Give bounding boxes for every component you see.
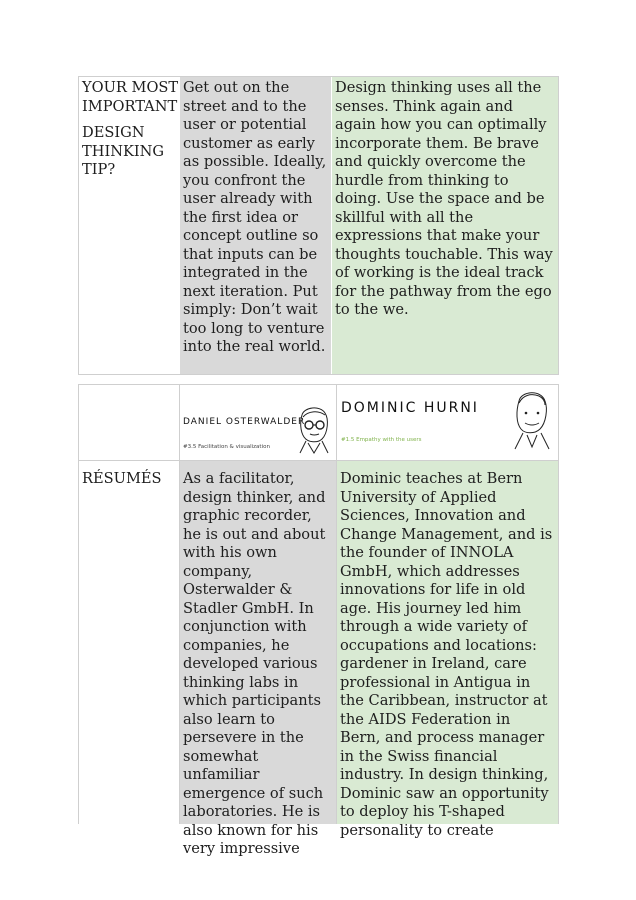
daniel-tip-cell [180, 77, 331, 374]
resume-heading: RÉSUMÉS [82, 470, 162, 487]
column-divider-2 [336, 385, 337, 824]
dominic-profile-cell [337, 385, 558, 460]
dominic-resume-text: Dominic teaches at Bern University of Applied Sciences, Innovation and Change Management, and is the founder of INNOLA GmbH, which addresses innovations for life in old age. His journey led him through a wide variety of occupations and locations: gardener in Ireland, care professional in Antigua in the Caribbean, instructor at the AIDS Federation in Bern, and process manager in the Swiss financial industry. In design thinking, Dominic saw an opportunity to deploy his T-shaped personality to create [340, 470, 553, 839]
profile-empty-cell [79, 385, 180, 460]
daniel-portrait-icon [294, 403, 334, 459]
daniel-profile-cell [180, 385, 336, 460]
resume-heading-cell [79, 461, 180, 824]
tip-heading-line2: DESIGN THINKING TIP? [82, 124, 165, 178]
daniel-logo-subtitle: #3.5 Facilitation & visualization [183, 444, 270, 450]
dominic-logo-subtitle: #1.5 Empathy with the users [341, 437, 422, 443]
dominic-tip-cell [332, 77, 558, 374]
tip-heading-cell [79, 77, 180, 374]
daniel-resume-cell [180, 461, 336, 857]
daniel-logo-name: DANIEL OSTERWALDER [183, 417, 306, 427]
daniel-tip-text: Get out on the street and to the user or potential customer as early as possible. Ideally, you confront the user already with the first idea or concept outline so that inputs can be integrated in the next iteration. Put simply: Don’t wait too long to venture into the real world. [183, 79, 327, 355]
dominic-resume-cell [337, 461, 558, 839]
profile-row-divider [78, 460, 559, 461]
dominic-portrait-icon [507, 387, 555, 455]
daniel-resume-text: As a facilitator, design thinker, and graphic recorder, he is out and about with his own company, Osterwalder & Stadler GmbH. In conjunction with companies, he developed various thinking labs in which participants also learn to persevere in the somewhat unfamiliar emergence of such laboratories. He is also known for his very impressive [183, 470, 326, 857]
column-divider-1 [179, 385, 180, 824]
tip-heading-line1: YOUR MOST IMPORTANT [82, 79, 179, 115]
dominic-tip-text: Design thinking uses all the senses. Think again and again how you can optimally incorporate them. Be brave and quickly overcome the hurdle from thinking to doing. Use the space and be skillful with all the expressions that make your thoughts touchable. This way of working is the ideal track for the pathway from the ego to the we. [335, 79, 553, 318]
dominic-logo-name: DOMINIC HURNI [341, 400, 479, 416]
